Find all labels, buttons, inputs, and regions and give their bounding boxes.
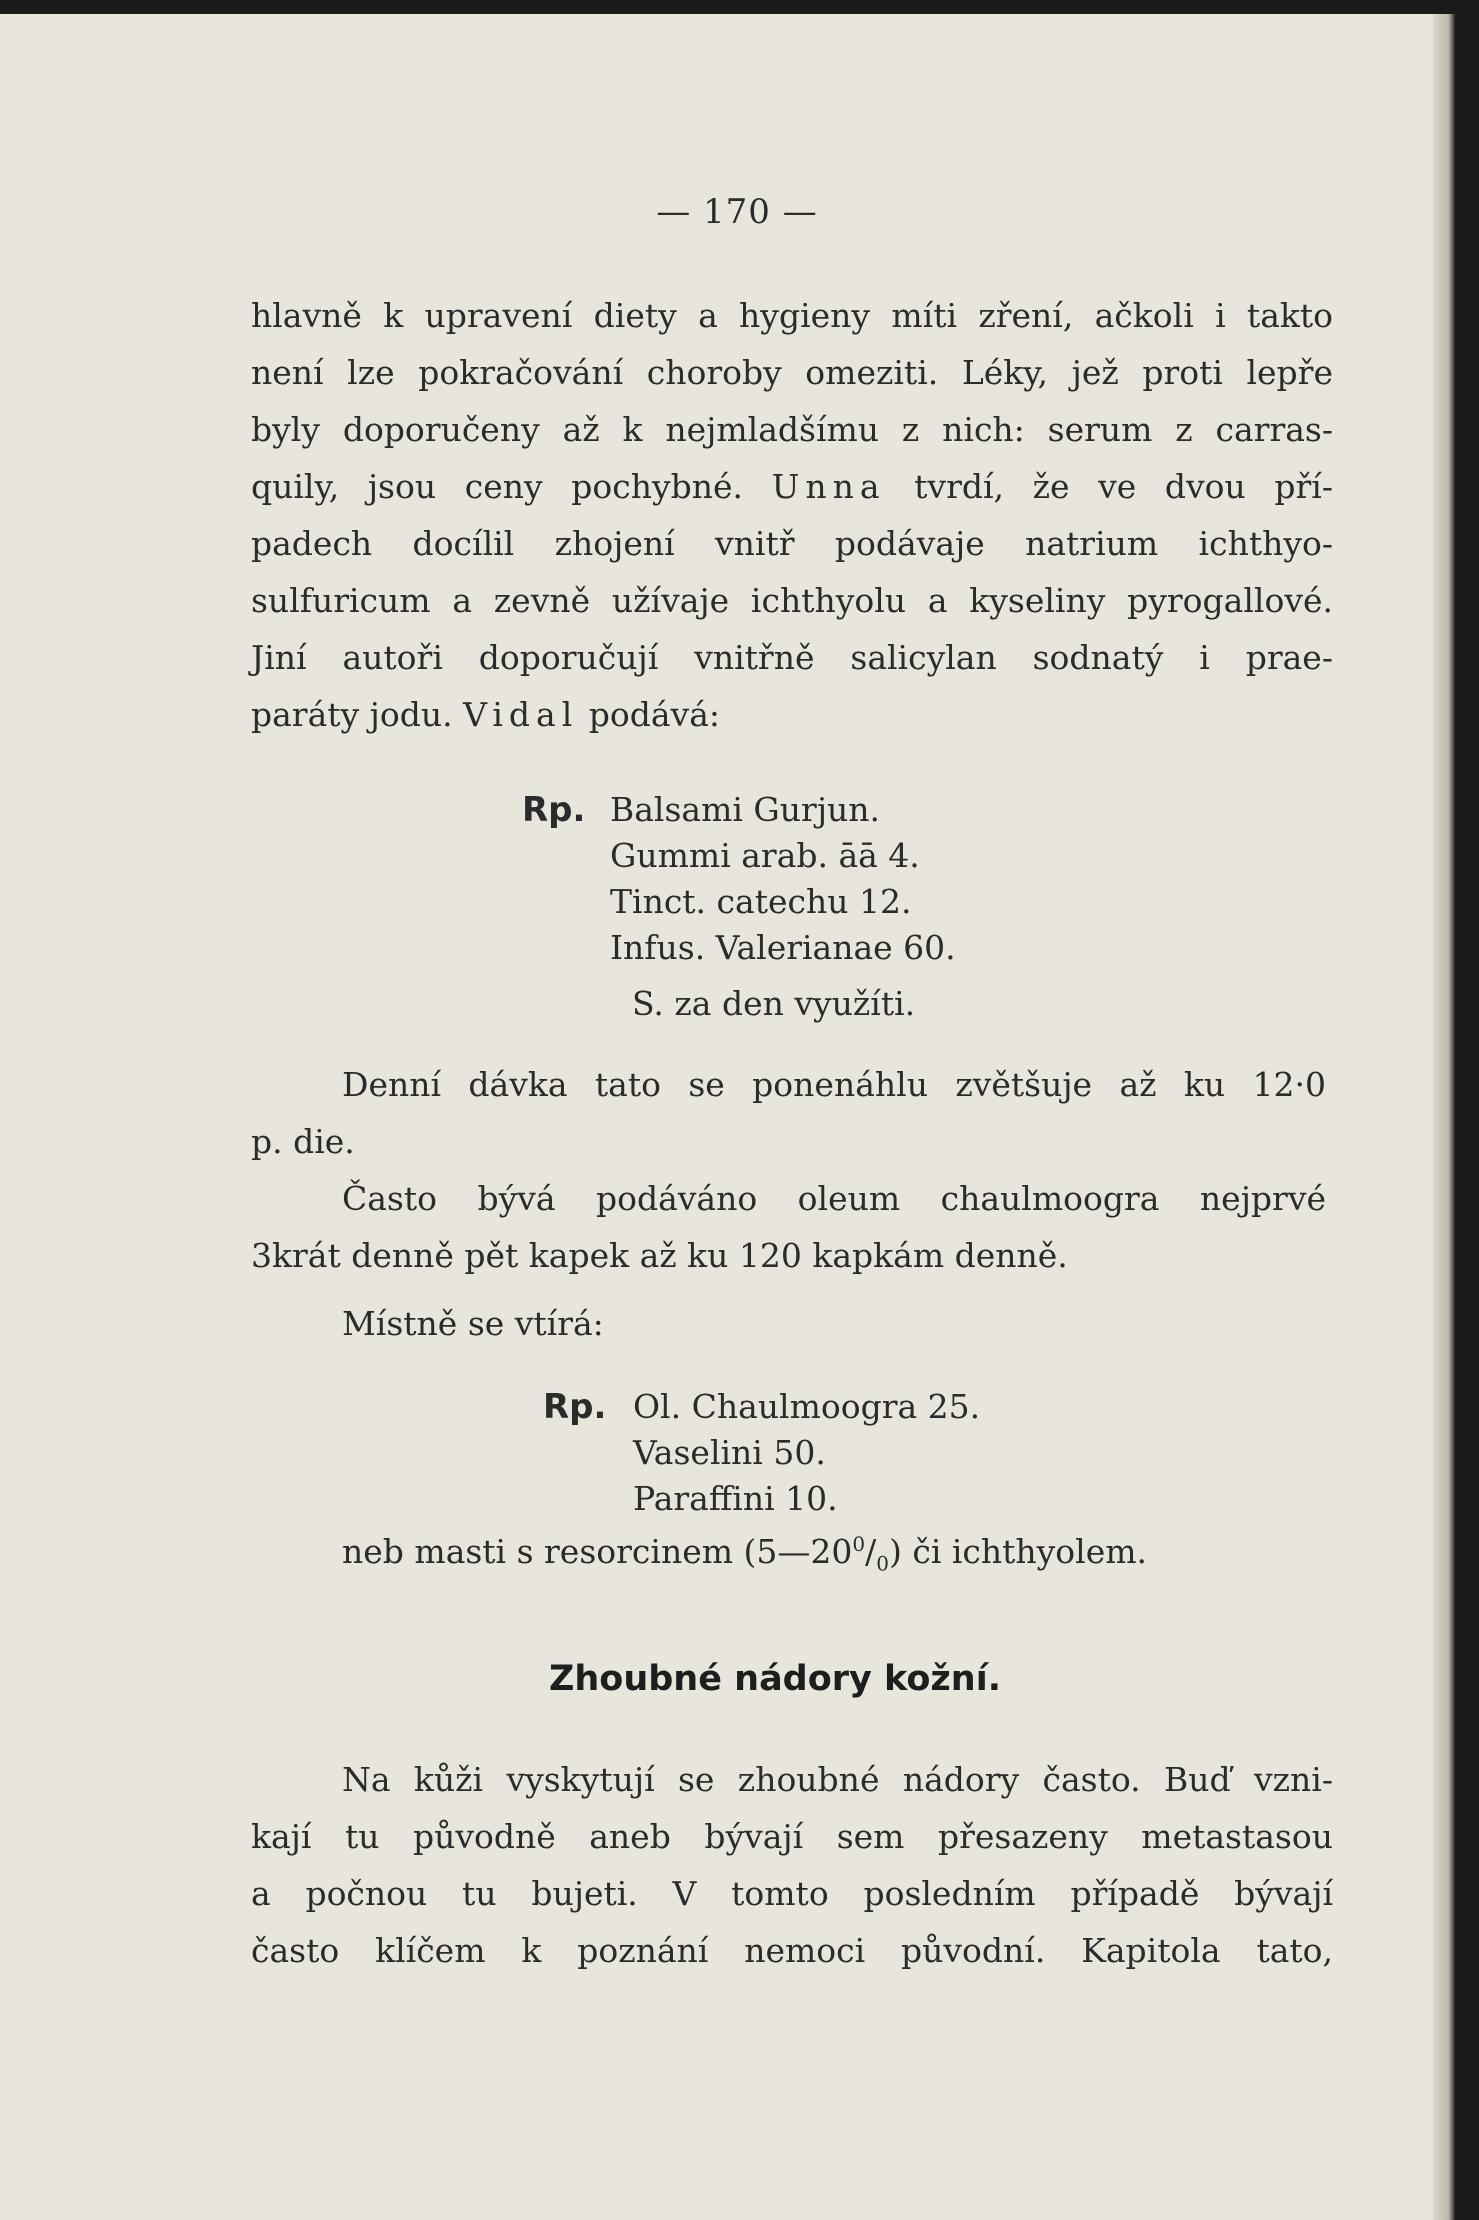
recipe-rp-label: Rp. [543, 1387, 607, 1427]
text-line: hlavně k upravení diety a hygieny míti zření, ačkoli i takto [251, 296, 1333, 335]
text-line: 3krát denně pět kapek až ku 120 kapkám denně. [251, 1236, 1068, 1275]
recipe-rp-label: Rp. [522, 790, 586, 830]
author-name: Vidal [463, 695, 579, 734]
text-line: p. die. [251, 1122, 355, 1161]
recipe-line: Vaselini 50. [633, 1433, 826, 1472]
recipe-note [342, 1524, 1147, 1584]
text-line: byly doporučeny až k nejmladšímu z nich: serum z carras- [251, 410, 1333, 449]
text-line: Často bývá podáváno oleum chaulmoogra nejprvé [342, 1179, 1326, 1218]
recipe-signa: S. za den využíti. [632, 984, 916, 1023]
recipe-line: Gummi arab. āā 4. [610, 836, 920, 875]
paragraph-4: Místně se vtírá: [342, 1304, 604, 1343]
recipe-line: Balsami Gurjun. [610, 790, 881, 829]
recipe-line: Infus. Valerianae 60. [610, 928, 956, 967]
page-number: — 170 — [656, 192, 818, 232]
text-line: Denní dávka tato se ponenáhlu zvětšuje až ku 12·0 [342, 1065, 1326, 1104]
author-name: Unna [771, 467, 886, 506]
section-heading: Zhoubné nádory kožní. [549, 1659, 1002, 1699]
text-line: kají tu původně aneb bývají sem přesazeny metastasou [251, 1817, 1333, 1856]
recipe-line: Ol. Chaulmoogra 25. [633, 1387, 981, 1426]
text-line [251, 467, 1333, 507]
text-segment: podává: [578, 695, 720, 734]
text-line [251, 695, 720, 735]
percent-slash: / [865, 1532, 877, 1571]
page-edge [1433, 14, 1455, 2220]
text-line: často klíčem k poznání nemoci původní. Kapitola tato, [251, 1931, 1333, 1970]
percent-sub: 0 [876, 1551, 889, 1576]
text-line: padech docílil zhojení vnitř podávaje natrium ichthyo- [251, 524, 1333, 563]
text-line: Na kůži vyskytují se zhoubné nádory často. Buď vzni- [342, 1760, 1333, 1799]
text-line: a počnou tu bujeti. V tomto posledním případě bývají [251, 1874, 1333, 1913]
text-segment: paráty jodu. [251, 695, 464, 734]
text-segment: ) či ichthyolem. [888, 1532, 1148, 1571]
recipe-line: Tinct. catechu 12. [610, 882, 912, 921]
recipe-line: Paraffini 10. [633, 1479, 838, 1518]
percent-sup: 0 [852, 1532, 866, 1556]
text-segment: neb masti s resorcinem (5—20 [342, 1532, 853, 1571]
text-segment: tvrdí, že ve dvou pří- [885, 467, 1333, 506]
text-segment: quily, jsou ceny pochybné. [251, 467, 772, 506]
text-line: sulfuricum a zevně užívaje ichthyolu a kyseliny pyrogallové. [251, 581, 1333, 620]
text-line: Jiní autoři doporučují vnitřně salicylan sodnatý i prae- [251, 638, 1333, 677]
text-line: není lze pokračování choroby omeziti. Léky, jež proti lepře [251, 353, 1333, 392]
book-page [0, 14, 1455, 2220]
